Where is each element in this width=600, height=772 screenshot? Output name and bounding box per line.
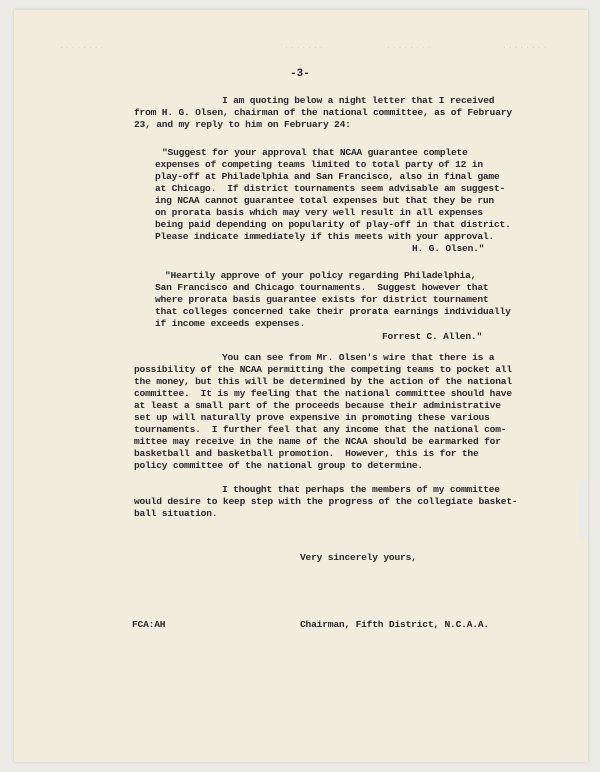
- body-line: policy committee of the national group to determine.: [134, 460, 423, 471]
- signature-title: Chairman, Fifth District, N.C.A.A.: [300, 619, 489, 630]
- typist-initials: FCA:AH: [132, 619, 166, 630]
- olsen-quote-line: Please indicate immediately if this meets with your approval.: [155, 231, 494, 242]
- body-line: the money, but this will be determined by the action of the national: [134, 376, 512, 387]
- allen-quote-line: that colleges concerned take their prorata earnings individually: [155, 306, 511, 317]
- body-line: possibility of the NCAA permitting the competing teams to pocket all: [134, 364, 512, 375]
- body-line: at least a small part of the proceeds because their administrative: [134, 400, 501, 411]
- intro-line: from H. G. Olsen, chairman of the national committee, as of February: [134, 107, 512, 118]
- olsen-quote-line: play-off at Philadelphia and San Francisco, also in final game: [155, 171, 500, 182]
- letterhead-ghost: .......: [284, 42, 325, 51]
- body-line: basketball and basketball promotion. However, this is for the: [134, 448, 479, 459]
- letterhead-ghost: ........: [386, 42, 433, 51]
- allen-quote-line: if income exceeds expenses.: [155, 318, 306, 329]
- olsen-quote-line: "Suggest for your approval that NCAA guarantee complete: [162, 147, 468, 158]
- valediction: Very sincerely yours,: [300, 552, 417, 563]
- olsen-signature: H. G. Olsen.": [412, 243, 485, 254]
- olsen-quote-line: at Chicago. If district tournaments seem advisable am suggest-: [155, 183, 506, 194]
- paper-tear: [578, 480, 588, 540]
- page-number: -3-: [290, 68, 310, 80]
- closing-line: I thought that perhaps the members of my committee: [222, 484, 500, 495]
- closing-line: ball situation.: [134, 508, 218, 519]
- intro-line: 23, and my reply to him on February 24:: [134, 119, 351, 130]
- letterhead-ghost: ........: [59, 42, 106, 51]
- olsen-quote-line: on prorata basis which may very well result in all expenses: [155, 207, 483, 218]
- body-line: mittee may receive in the name of the NCAA should be earmarked for: [134, 436, 501, 447]
- allen-quote-line: San Francisco and Chicago tournaments. Suggest however that: [155, 282, 489, 293]
- closing-line: would desire to keep step with the progress of the collegiate basket-: [134, 496, 518, 507]
- body-line: You can see from Mr. Olsen's wire that there is a: [222, 352, 495, 363]
- olsen-quote-line: ing NCAA cannot guarantee total expenses but that they be run: [155, 195, 494, 206]
- allen-quote-line: where prorata basis guarantee exists for district tournament: [155, 294, 489, 305]
- allen-quote-line: "Heartily approve of your policy regarding Philadelphia,: [165, 270, 477, 281]
- body-line: set up will naturally prove expensive in promoting these various: [134, 412, 490, 423]
- intro-line: I am quoting below a night letter that I received: [222, 95, 495, 106]
- olsen-quote-line: expenses of competing teams limited to total party of 12 in: [155, 159, 483, 170]
- olsen-quote-line: being paid depending on popularity of play-off in that district.: [155, 219, 511, 230]
- body-line: tournaments. I further feel that any income that the national com-: [134, 424, 507, 435]
- letterhead-ghost: ........: [502, 42, 549, 51]
- body-line: committee. It is my feeling that the national committee should have: [134, 388, 512, 399]
- allen-signature: Forrest C. Allen.": [382, 331, 483, 342]
